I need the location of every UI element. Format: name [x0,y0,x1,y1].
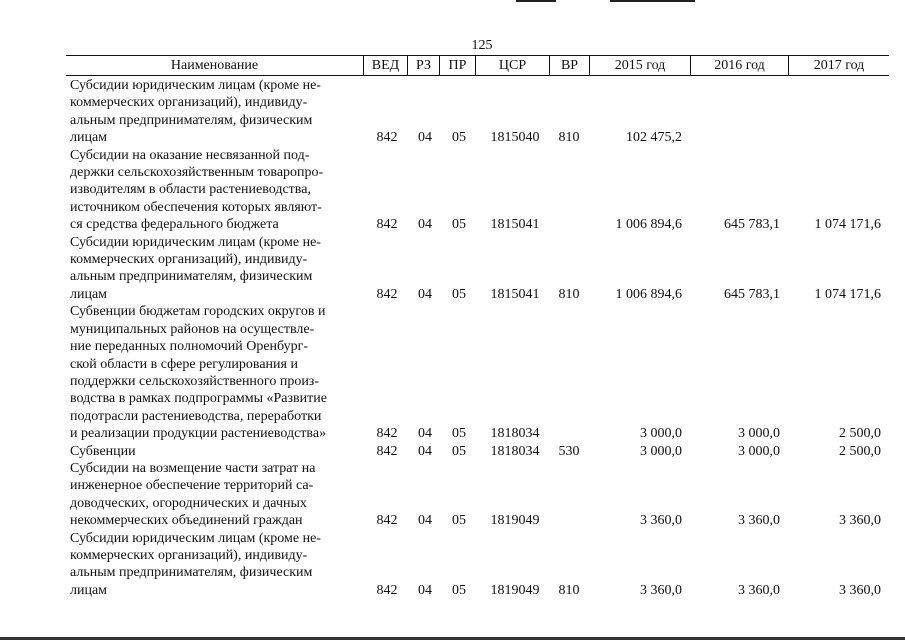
row-2015: 3 000,0 [640,443,682,459]
row-pr: 05 [452,426,466,442]
row-vr: 530 [558,443,580,459]
header-2015: 2015 год [589,56,690,75]
row-2015: 3 000,0 [640,426,682,442]
row-rz: 04 [418,582,432,598]
row-name: Субсидии юридическим лицам (кроме не- коммерческих организаций), индивиду- альным предпринимателям, физическим лицам [70,530,321,598]
row-2015: 3 360,0 [640,513,682,529]
scan-artifact-top [516,0,556,2]
row-vr: 810 [558,582,580,598]
table-row [66,234,889,304]
row-rz: 04 [418,443,432,459]
row-2015: 1 006 894,6 [615,286,682,302]
row-csr: 1818034 [490,426,540,442]
row-rz: 04 [418,286,432,302]
row-2017: 1 074 171,6 [814,217,881,233]
row-rz: 04 [418,130,432,146]
row-2017: 3 360,0 [839,582,881,598]
header-name: Наименование [170,58,259,73]
row-csr: 1815040 [490,130,540,146]
row-pr: 05 [452,286,466,302]
row-2015: 3 360,0 [640,582,682,598]
table-row [66,530,889,600]
row-name: Субвенции бюджетам городских округов и муниципальных районов на осуществле- ние переданных полномочий Оренбург- ской области в сфере регулирования и поддержки сельскохозяйственного произ- водства в рамках подпрограммы «Развитие подотрасли растениеводства, переработки и реализации продукции растениеводства» [70,304,327,442]
row-name: Субсидии на оказание несвязанной под- держки сельскохозяйственным товаропро- изводителям в области растениеводства, источником обеспечения которых являют- ся средства федерального бюджета [70,147,324,233]
row-csr: 1819049 [490,582,540,598]
row-2016: 3 360,0 [738,582,780,598]
row-2017: 3 360,0 [839,513,881,529]
row-name: Субвенции [70,443,136,459]
row-2016: 3 000,0 [738,426,780,442]
row-pr: 05 [452,130,466,146]
row-ved: 842 [376,582,398,598]
row-ved: 842 [376,443,398,459]
header-pr: ПР [439,56,475,75]
table-row [66,147,889,234]
row-vr: 810 [558,130,580,146]
row-2016: 3 360,0 [738,513,780,529]
row-csr: 1815041 [490,217,540,233]
table-header [66,55,889,76]
table-row [66,460,889,530]
row-name: Субсидии юридическим лицам (кроме не- коммерческих организаций), индивиду- альным предпринимателям, физическим лицам [70,78,321,146]
page-number: 125 [471,38,493,53]
table-row [66,77,889,147]
table-body [66,77,889,599]
row-2016: 645 783,1 [724,286,780,302]
row-vr: 810 [558,286,580,302]
row-name: Субсидии юридическим лицам (кроме не- коммерческих организаций), индивиду- альным предпринимателям, физическим лицам [70,234,321,302]
row-ved: 842 [376,286,398,302]
header-2017: 2017 год [788,56,889,75]
row-rz: 04 [418,513,432,529]
row-rz: 04 [418,426,432,442]
row-2015: 102 475,2 [626,130,682,146]
row-ved: 842 [376,426,398,442]
scan-artifact-top-2 [610,0,695,2]
row-csr: 1818034 [490,443,540,459]
header-rz: РЗ [407,56,439,75]
row-pr: 05 [452,513,466,529]
row-name: Субсидии на возмещение части затрат на инженерное обеспечение территорий са- доводческих, огороднических и дачных некоммерческих объединений граждан [70,460,316,529]
header-vr: ВР [549,56,589,75]
row-ved: 842 [376,130,398,146]
row-2017: 2 500,0 [839,443,881,459]
row-2017: 2 500,0 [839,426,881,442]
row-rz: 04 [418,217,432,233]
row-ved: 842 [376,217,398,233]
row-2016: 645 783,1 [724,217,780,233]
row-2017: 1 074 171,6 [814,286,881,302]
row-csr: 1819049 [490,513,540,529]
table-row [66,443,889,460]
row-csr: 1815041 [490,286,540,302]
row-pr: 05 [452,217,466,233]
row-pr: 05 [452,443,466,459]
row-pr: 05 [452,582,466,598]
row-ved: 842 [376,513,398,529]
header-2016: 2016 год [690,56,788,75]
row-2016: 3 000,0 [738,443,780,459]
header-csr: ЦСР [475,56,549,75]
row-2015: 1 006 894,6 [615,217,682,233]
table-row [66,303,889,442]
header-ved: ВЕД [363,56,407,75]
